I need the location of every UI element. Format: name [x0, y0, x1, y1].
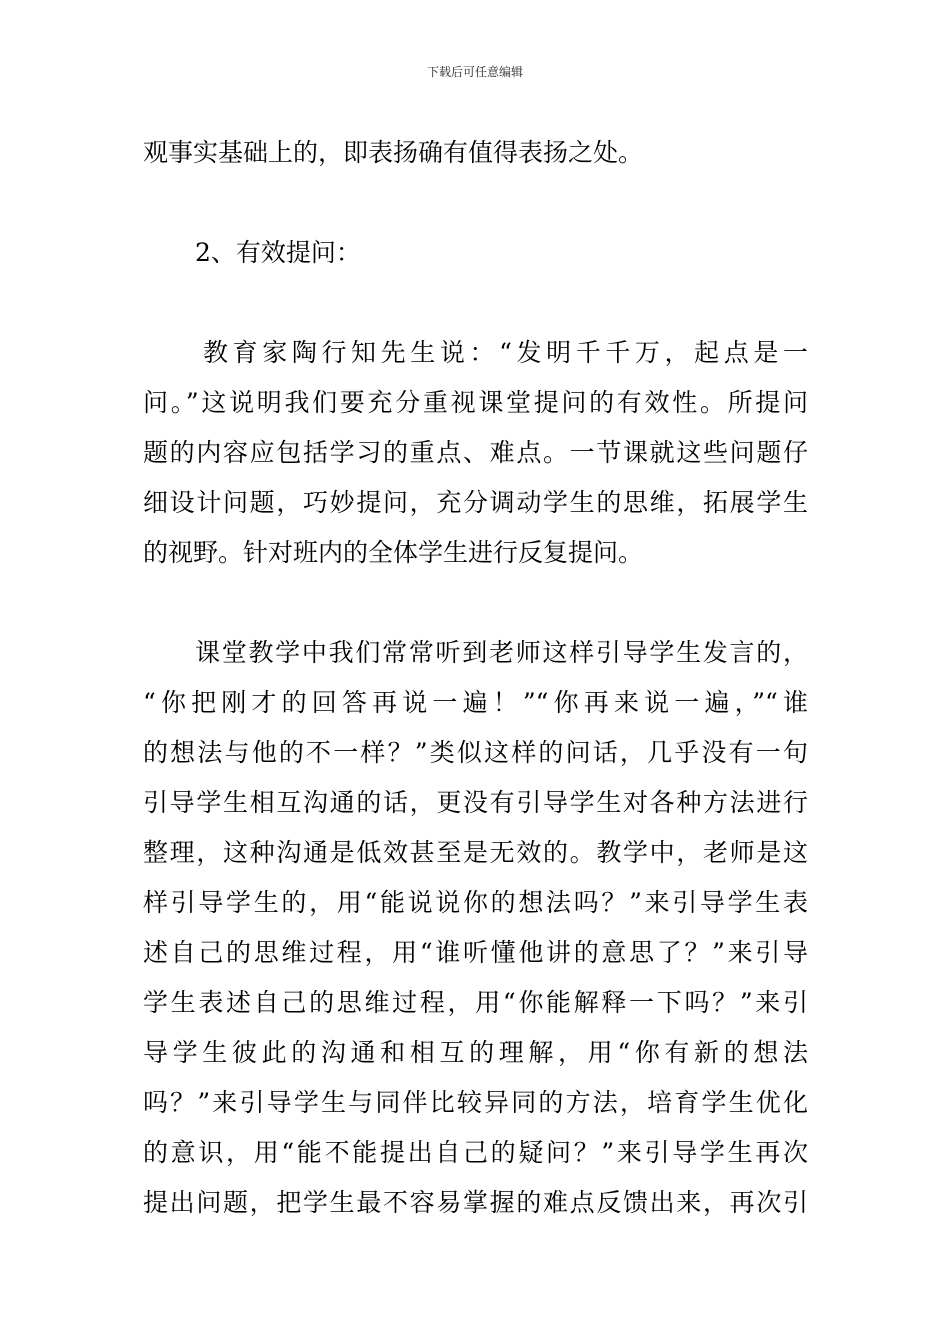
paragraph-line: 观事实基础上的，即表扬确有值得表扬之处。 [143, 138, 644, 167]
document-body [143, 128, 808, 1228]
paragraph-line: 课堂教学中我们常常听到老师这样引导学生发言的， [195, 638, 808, 667]
paragraph-line: 引导学生相互沟通的话，更没有引导学生对各种方法进行 [143, 788, 808, 817]
paragraph-gap [143, 578, 808, 628]
paragraph-line: 问。”这说明我们要充分重视课堂提问的有效性。所提问 [143, 388, 808, 417]
paragraph-line: 学生表述自己的思维过程，用“你能解释一下吗？”来引 [143, 988, 808, 1017]
paragraph-gap [143, 278, 808, 328]
paragraph-line: “你把刚才的回答再说一遍！”“你再来说一遍，”“谁 [143, 688, 808, 717]
paragraph-line: 细设计问题，巧妙提问，充分调动学生的思维，拓展学生 [143, 488, 808, 517]
paragraph-line: 样引导学生的，用“能说说你的想法吗？”来引导学生表 [143, 888, 808, 917]
paragraph-line: 述自己的思维过程，用“谁听懂他讲的意思了？”来引导 [143, 938, 808, 967]
paragraph-line: 的意识，用“能不能提出自己的疑问？”来引导学生再次 [143, 1138, 808, 1167]
paragraph-line: 的想法与他的不一样？”类似这样的问话，几乎没有一句 [143, 738, 808, 767]
page-header: 下载后可任意编辑 [426, 65, 523, 79]
paragraph-line: 的视野。针对班内的全体学生进行反复提问。 [143, 538, 644, 567]
paragraph-line: 吗？”来引导学生与同伴比较异同的方法，培育学生优化 [143, 1088, 808, 1117]
paragraph-line: 导学生彼此的沟通和相互的理解，用“你有新的想法 [143, 1038, 808, 1067]
section-heading: 2、有效提问： [195, 238, 361, 267]
paragraph-line: 题的内容应包括学习的重点、难点。一节课就这些问题仔 [143, 438, 808, 467]
paragraph-line: 提出问题，把学生最不容易掌握的难点反馈出来，再次引 [143, 1188, 808, 1217]
paragraph-line: 整理，这种沟通是低效甚至是无效的。教学中，老师是这 [143, 838, 808, 867]
paragraph-gap [143, 178, 808, 228]
paragraph-line: 教育家陶行知先生说：“发明千千万，起点是一 [203, 338, 808, 367]
